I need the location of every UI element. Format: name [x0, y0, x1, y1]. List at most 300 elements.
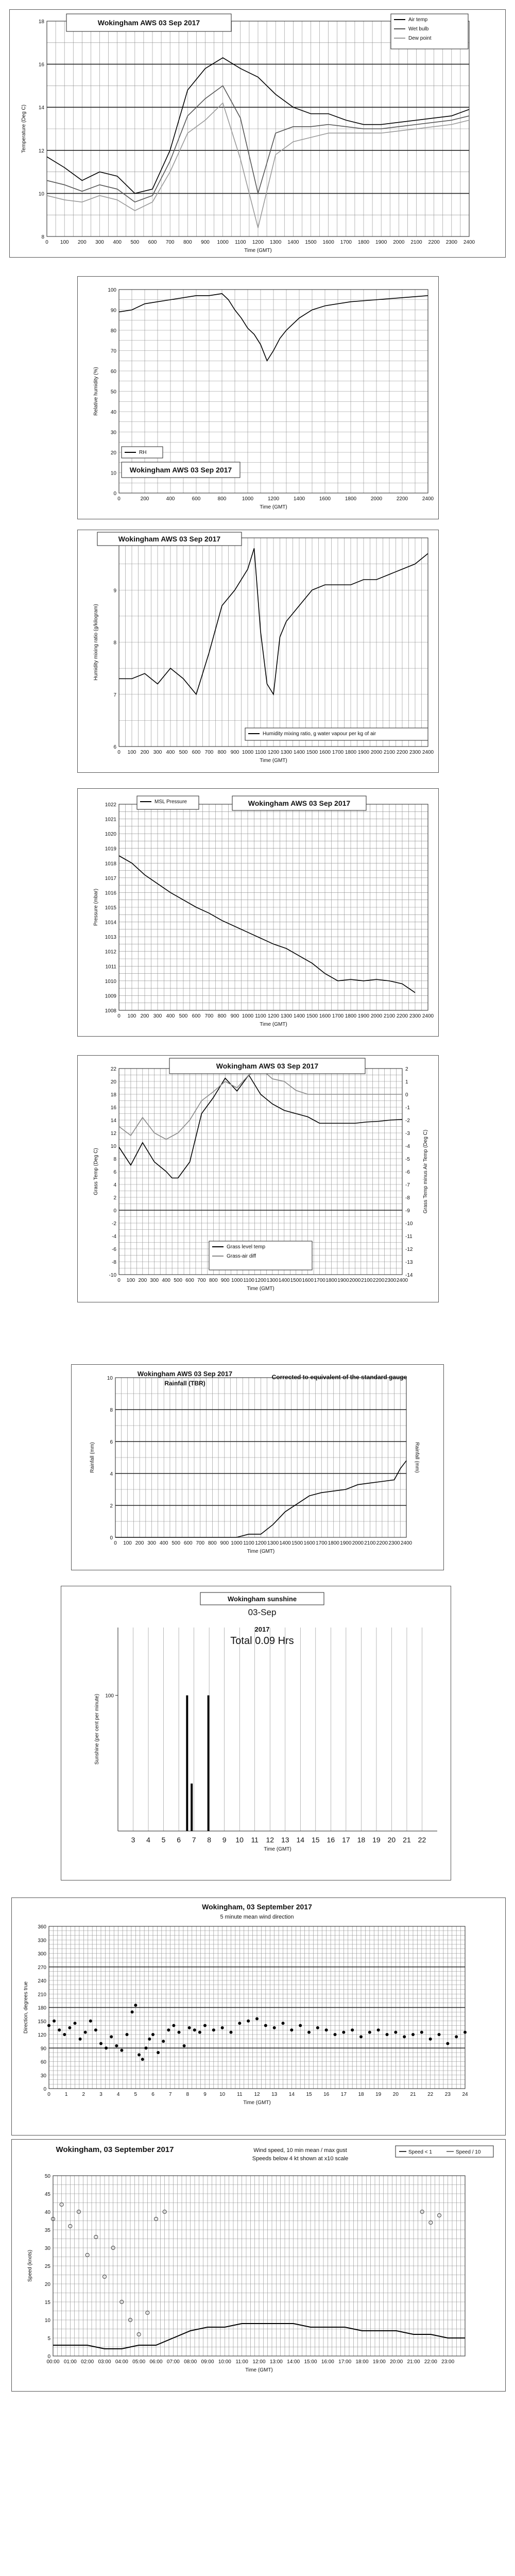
y-tick-label: 4	[110, 1471, 113, 1477]
x-tick-label: 500	[174, 1278, 182, 1283]
y-tick-label: 360	[38, 1924, 46, 1930]
x-tick-label: 15	[306, 2092, 312, 2097]
x-tick-label: 12	[254, 2092, 260, 2097]
x-tick-label: 300	[150, 1278, 159, 1283]
x-tick-label: 2400	[422, 496, 434, 502]
x-tick-label: 3	[131, 1836, 135, 1844]
x-tick-label: 1200	[267, 1013, 280, 1019]
x-tick-label: 600	[185, 1278, 194, 1283]
x-tick-label: 1300	[267, 1540, 279, 1546]
direction-point	[290, 2028, 293, 2031]
y-tick-label: 45	[44, 2192, 50, 2197]
x-tick-label: 0	[117, 496, 121, 502]
x-tick-label: 20:00	[390, 2359, 403, 2365]
legend-label: Speed / 10	[456, 2149, 481, 2155]
x-tick-label: 100	[60, 240, 69, 245]
x-tick-label: 600	[192, 496, 201, 502]
direction-point	[377, 2028, 380, 2031]
x-tick-label: 1700	[332, 750, 344, 755]
x-tick-label: 21:00	[407, 2359, 420, 2365]
direction-point	[386, 2033, 389, 2036]
direction-point	[193, 2028, 196, 2031]
direction-point	[411, 2033, 415, 2036]
x-tick-label: 100	[126, 1278, 135, 1283]
x-axis-label: Time (GMT)	[260, 1022, 287, 1027]
x-tick-label: 2300	[388, 1540, 400, 1546]
x-tick-label: 22	[427, 2092, 434, 2097]
x-tick-label: 12:00	[252, 2359, 266, 2365]
x-tick-label: 900	[220, 1540, 229, 1546]
y-tick-label: 16	[110, 1105, 116, 1111]
x-tick-label: 01:00	[63, 2359, 77, 2365]
y-axis-label: Pressure (mbar)	[93, 888, 99, 926]
direction-point	[446, 2042, 449, 2045]
y-tick-label: 30	[110, 430, 116, 436]
y2-tick-label: 1	[405, 1079, 408, 1085]
y-tick-label: 0	[110, 1535, 113, 1541]
x-tick-label: 1100	[243, 1278, 254, 1283]
x-tick-label: 500	[130, 240, 140, 245]
x-tick-label: 1800	[345, 496, 357, 502]
direction-point	[151, 2033, 154, 2036]
x-tick-label: 19	[372, 1836, 381, 1844]
x-tick-label: 23	[444, 2092, 451, 2097]
x-tick-label: 800	[217, 750, 227, 755]
y2-tick-label: 0	[405, 1092, 408, 1098]
x-tick-label: 400	[113, 240, 122, 245]
y-axis-label: Rainfall (mm)	[90, 1442, 95, 1473]
chart-title: Wokingham AWS 03 Sep 2017	[118, 535, 221, 543]
grass-chart	[78, 1056, 438, 1302]
x-tick-label: 1100	[255, 1013, 266, 1019]
direction-point	[221, 2026, 224, 2029]
x-tick-label: 02:00	[81, 2359, 94, 2365]
y-axis-label: Sunshine (per cent per minute)	[94, 1693, 100, 1765]
x-tick-label: 22:00	[424, 2359, 437, 2365]
x-tick-label: 1200	[267, 750, 280, 755]
x-tick-label: 700	[165, 240, 175, 245]
direction-point	[325, 2028, 328, 2031]
x-tick-label: 14	[288, 2092, 295, 2097]
x-tick-label: 2400	[396, 1278, 408, 1283]
x-tick-label: 200	[140, 1013, 149, 1019]
temperature-chart	[10, 10, 505, 257]
chart-note: Corrected to equivalent of the standard gauge	[271, 1374, 407, 1381]
x-tick-label: 300	[147, 1540, 156, 1546]
direction-point	[212, 2028, 215, 2031]
y-tick-label: 60	[40, 2059, 46, 2065]
direction-point	[53, 2020, 56, 2023]
x-tick-label: 1400	[293, 750, 305, 755]
x-tick-label: 2100	[383, 1013, 396, 1019]
y-tick-label: 2	[113, 1195, 116, 1201]
date-label: 03-Sep	[248, 1607, 277, 1617]
x-tick-label: 16	[323, 2092, 330, 2097]
direction-point	[238, 2022, 241, 2025]
y-axis-label: Relative humidity (%)	[93, 367, 99, 416]
y-tick-label: 90	[40, 2046, 46, 2052]
direction-point	[299, 2024, 302, 2027]
x-tick-label: 11	[251, 1836, 259, 1844]
x-tick-label: 1000	[242, 496, 254, 502]
gridlines	[115, 1378, 406, 1537]
x-tick-label: 600	[192, 1013, 201, 1019]
direction-point	[148, 2038, 151, 2041]
x-tick-label: 2000	[370, 750, 383, 755]
x-tick-label: 1100	[235, 240, 246, 245]
x-tick-label: 0	[117, 1013, 121, 1019]
y-tick-label: 50	[110, 389, 116, 395]
x-tick-label: 15:00	[304, 2359, 317, 2365]
y-tick-label: 60	[110, 369, 116, 375]
y-tick-label: 240	[38, 1978, 46, 1984]
x-tick-label: 100	[127, 1013, 136, 1019]
y-tick-label: 20	[44, 2282, 50, 2287]
sunshine-panel	[61, 1586, 451, 1880]
direction-point	[188, 2026, 191, 2029]
y2-tick-label: -12	[405, 1247, 413, 1252]
x-axis-label: Time (GMT)	[260, 504, 287, 510]
legend-label: Air temp	[408, 17, 428, 23]
x-tick-label: 10	[219, 2092, 226, 2097]
year-label: 2017	[254, 1625, 270, 1633]
direction-point	[420, 2031, 423, 2034]
x-tick-label: 2200	[396, 750, 408, 755]
x-tick-label: 300	[95, 240, 104, 245]
chart-subtitle: 5 minute mean wind direction	[220, 1914, 294, 1920]
y-tick-label: 1015	[105, 905, 116, 911]
direction-point	[264, 2024, 267, 2027]
direction-point	[84, 2031, 87, 2034]
x-tick-label: 11:00	[235, 2359, 248, 2365]
y-tick-label: 10	[107, 1376, 113, 1381]
x-tick-label: 1400	[293, 496, 305, 502]
y-tick-label: 40	[110, 410, 116, 415]
x-tick-label: 1400	[278, 1278, 290, 1283]
x-axis-label: Time (GMT)	[243, 2100, 271, 2106]
x-tick-label: 300	[153, 750, 162, 755]
x-tick-label: 20	[387, 1836, 396, 1844]
mixing-ratio-panel	[77, 530, 439, 773]
grass-panel	[77, 1055, 439, 1302]
x-tick-label: 13	[281, 1836, 289, 1844]
y-tick-label: 1021	[105, 817, 116, 823]
y-tick-label: 30	[40, 2073, 46, 2079]
y-tick-label: -10	[109, 1273, 116, 1278]
x-tick-label: 600	[183, 1540, 193, 1546]
x-tick-label: 1	[64, 2092, 68, 2097]
wind-speed-chart	[12, 2140, 505, 2391]
direction-point	[282, 2022, 285, 2025]
x-tick-label: 1400	[293, 1013, 305, 1019]
legend-label: Humidity mixing ratio, g water vapour per kg of air	[263, 731, 376, 737]
x-tick-label: 2200	[373, 1278, 385, 1283]
direction-point	[115, 2044, 118, 2047]
y-tick-label: 90	[110, 308, 116, 314]
gridlines	[47, 21, 469, 236]
direction-point	[307, 2031, 311, 2034]
sunshine-bar	[186, 1696, 188, 1831]
direction-point	[138, 2053, 141, 2056]
x-tick-label: 200	[135, 1540, 144, 1546]
x-tick-label: 1000	[231, 1278, 243, 1283]
y-tick-label: 1018	[105, 861, 116, 867]
x-tick-label: 0	[117, 1278, 121, 1283]
x-tick-label: 13:00	[269, 2359, 283, 2365]
x-tick-label: 1600	[319, 750, 331, 755]
gridlines	[49, 1926, 465, 2089]
y2-tick-label: -14	[405, 1273, 413, 1278]
x-tick-label: 23:00	[441, 2359, 455, 2365]
direction-point	[203, 2024, 207, 2027]
y-tick-label: 180	[38, 2005, 46, 2011]
x-tick-label: 7	[168, 2092, 172, 2097]
x-tick-label: 200	[140, 496, 149, 502]
y-tick-label: 18	[38, 19, 44, 25]
x-tick-label: 1700	[340, 240, 352, 245]
y-tick-label: 1019	[105, 846, 116, 852]
y-tick-label: -4	[112, 1234, 116, 1240]
y-tick-label: 270	[38, 1964, 46, 1971]
direction-point	[157, 2051, 160, 2054]
y-tick-label: 10	[38, 191, 44, 197]
chart-title: Wokingham, 03 September 2017	[202, 1903, 312, 1911]
y-tick-label: 10	[44, 2318, 50, 2324]
x-tick-label: 0	[117, 750, 121, 755]
mixing-ratio-chart	[78, 530, 438, 772]
x-tick-label: 1300	[280, 1013, 293, 1019]
x-tick-label: 500	[171, 1540, 181, 1546]
direction-point	[167, 2028, 170, 2031]
y-tick-label: 10	[110, 1144, 116, 1149]
x-tick-label: 200	[77, 240, 87, 245]
x-tick-label: 0	[114, 1540, 117, 1546]
direction-point	[247, 2020, 250, 2023]
x-axis-label: Time (GMT)	[244, 248, 272, 253]
direction-point	[429, 2038, 432, 2041]
x-tick-label: 2100	[361, 1278, 373, 1283]
x-tick-label: 900	[201, 240, 210, 245]
y-tick-label: 30	[44, 2246, 50, 2251]
x-tick-label: 800	[209, 1278, 218, 1283]
legend-label: Wet bulb	[408, 26, 429, 32]
x-tick-label: 1500	[290, 1278, 302, 1283]
x-tick-label: 100	[123, 1540, 132, 1546]
x-tick-label: 09:00	[201, 2359, 214, 2365]
x-tick-label: 10	[235, 1836, 244, 1844]
x-tick-label: 400	[166, 1013, 175, 1019]
y-axis-label: Temperature (Deg C)	[21, 105, 27, 153]
x-tick-label: 06:00	[149, 2359, 163, 2365]
x-tick-label: 1500	[306, 1013, 318, 1019]
y-tick-label: 20	[110, 1079, 116, 1085]
y-tick-label: 50	[44, 2174, 50, 2179]
x-tick-label: 22	[418, 1836, 426, 1844]
x-tick-label: 9	[203, 2092, 207, 2097]
y-tick-label: 2	[110, 1503, 113, 1509]
x-tick-label: 800	[208, 1540, 217, 1546]
x-tick-label: 1400	[287, 240, 299, 245]
direction-point	[141, 2058, 144, 2061]
direction-point	[120, 2049, 123, 2052]
x-tick-label: 19	[375, 2092, 382, 2097]
x-tick-label: 16:00	[321, 2359, 334, 2365]
x-tick-label: 2100	[364, 1540, 376, 1546]
x-tick-label: 1500	[291, 1540, 303, 1546]
y-tick-label: 15	[44, 2300, 50, 2306]
x-tick-label: 1300	[270, 240, 282, 245]
x-tick-label: 05:00	[132, 2359, 146, 2365]
y-tick-label: 12	[38, 148, 44, 154]
y2-tick-label: -11	[405, 1234, 413, 1240]
x-tick-label: 5	[134, 2092, 138, 2097]
y-tick-label: 6	[113, 744, 116, 750]
x-tick-label: 800	[217, 1013, 227, 1019]
y2-tick-label: -3	[405, 1131, 410, 1137]
y-tick-label: 8	[113, 1157, 116, 1162]
x-tick-label: 1700	[314, 1278, 325, 1283]
x-tick-label: 2400	[422, 1013, 434, 1019]
y-tick-label: 1009	[105, 993, 116, 999]
temperature-panel	[9, 9, 506, 258]
x-tick-label: 400	[166, 750, 175, 755]
x-tick-label: 4	[116, 2092, 120, 2097]
y-tick-label: 8	[41, 234, 44, 240]
sunshine-bar	[208, 1696, 210, 1831]
x-tick-label: 900	[220, 1278, 230, 1283]
legend-label: Speed < 1	[408, 2149, 432, 2155]
y2-tick-label: -7	[405, 1182, 410, 1188]
legend-label: Grass-air diff	[227, 1253, 256, 1259]
y-tick-label: 16	[38, 62, 44, 68]
direction-point	[99, 2042, 102, 2045]
chart-title: Wokingham AWS 03 Sep 2017	[137, 1370, 233, 1378]
x-tick-label: 24	[462, 2092, 468, 2097]
x-tick-label: 200	[140, 750, 149, 755]
y-tick-label: 18	[110, 1092, 116, 1098]
x-tick-label: 18	[358, 2092, 364, 2097]
x-tick-label: 16	[327, 1836, 335, 1844]
x-tick-label: 17	[340, 2092, 347, 2097]
y-tick-label: 1013	[105, 935, 116, 941]
x-tick-label: 2200	[428, 240, 440, 245]
x-tick-label: 1600	[319, 1013, 331, 1019]
gridlines	[53, 2176, 465, 2356]
y-tick-label: 8	[110, 1408, 113, 1413]
x-tick-label: 9	[222, 1836, 227, 1844]
direction-point	[455, 2035, 458, 2038]
x-tick-label: 1500	[306, 750, 318, 755]
x-tick-label: 1100	[255, 750, 266, 755]
x-tick-label: 500	[179, 750, 188, 755]
direction-point	[198, 2031, 201, 2034]
y-tick-label: 150	[38, 2019, 46, 2025]
y2-tick-label: -2	[405, 1118, 410, 1124]
y-tick-label: 1020	[105, 832, 116, 838]
direction-point	[145, 2046, 148, 2049]
x-tick-label: 04:00	[115, 2359, 128, 2365]
x-tick-label: 700	[197, 1278, 206, 1283]
x-tick-label: 4	[146, 1836, 150, 1844]
x-tick-label: 2300	[409, 1013, 421, 1019]
direction-point	[79, 2038, 82, 2041]
x-tick-label: 1200	[267, 496, 280, 502]
x-tick-label: 100	[127, 750, 136, 755]
y-tick-label: 1011	[105, 964, 116, 970]
y-tick-label: 14	[110, 1118, 116, 1124]
x-tick-label: 5	[161, 1836, 166, 1844]
x-tick-label: 2000	[352, 1540, 364, 1546]
x-tick-label: 500	[179, 1013, 188, 1019]
direction-point	[178, 2031, 181, 2034]
x-tick-label: 2400	[400, 1540, 413, 1546]
y2-tick-label: -6	[405, 1170, 410, 1175]
chart-subtitle: Rainfall (TBR)	[164, 1380, 205, 1387]
y-tick-label: 5	[47, 2336, 50, 2342]
y-axis-label: Humidity mixing ratio (g/kilogram)	[93, 604, 99, 681]
x-tick-label: 12	[266, 1836, 274, 1844]
x-tick-label: 8	[186, 2092, 190, 2097]
x-tick-label: 2400	[422, 750, 434, 755]
y-tick-label: 0	[43, 2087, 46, 2092]
y-tick-label: 1017	[105, 875, 116, 882]
x-tick-label: 1300	[280, 750, 293, 755]
y-tick-label: 210	[38, 1992, 46, 1998]
legend-label: Grass level temp	[227, 1244, 266, 1250]
chart-title: Wokingham sunshine	[227, 1595, 297, 1603]
direction-point	[94, 2028, 97, 2031]
direction-point	[68, 2026, 71, 2029]
y-axis-label: Speed (knots)	[27, 2249, 33, 2282]
chart-title: Wokingham AWS 03 Sep 2017	[216, 1062, 319, 1070]
x-tick-label: 1000	[231, 1540, 243, 1546]
x-tick-label: 300	[153, 1013, 162, 1019]
x-tick-label: 1900	[375, 240, 387, 245]
x-tick-label: 21	[403, 1836, 411, 1844]
x-tick-label: 2400	[463, 240, 475, 245]
x-tick-label: 08:00	[184, 2359, 197, 2365]
y-tick-label: -6	[112, 1247, 116, 1252]
x-tick-label: 1200	[254, 1278, 267, 1283]
direction-point	[403, 2035, 406, 2038]
x-tick-label: 1700	[316, 1540, 328, 1546]
x-tick-label: 3	[99, 2092, 102, 2097]
x-tick-label: 13	[271, 2092, 278, 2097]
y-tick-label: 1008	[105, 1008, 116, 1014]
x-tick-label: 1000	[217, 240, 229, 245]
y-tick-label: 100	[108, 287, 116, 293]
direction-point	[105, 2046, 108, 2049]
y-tick-label: 80	[110, 328, 116, 334]
direction-point	[131, 2010, 134, 2013]
y-tick-label: 6	[113, 1170, 116, 1175]
y-tick-label: 25	[44, 2264, 50, 2269]
x-tick-label: 1600	[319, 496, 331, 502]
y-tick-label: 4	[113, 1182, 116, 1188]
direction-point	[342, 2031, 345, 2034]
x-tick-label: 400	[162, 1278, 171, 1283]
x-tick-label: 18	[357, 1836, 366, 1844]
x-tick-label: 18:00	[355, 2359, 369, 2365]
x-tick-label: 2000	[393, 240, 405, 245]
direction-point	[134, 2004, 137, 2007]
x-tick-label: 600	[148, 240, 157, 245]
x-tick-label: 17:00	[338, 2359, 352, 2365]
y2-tick-label: -8	[405, 1195, 410, 1201]
x-tick-label: 1800	[357, 240, 370, 245]
x-tick-label: 1200	[255, 1540, 267, 1546]
x-tick-label: 400	[159, 1540, 168, 1546]
